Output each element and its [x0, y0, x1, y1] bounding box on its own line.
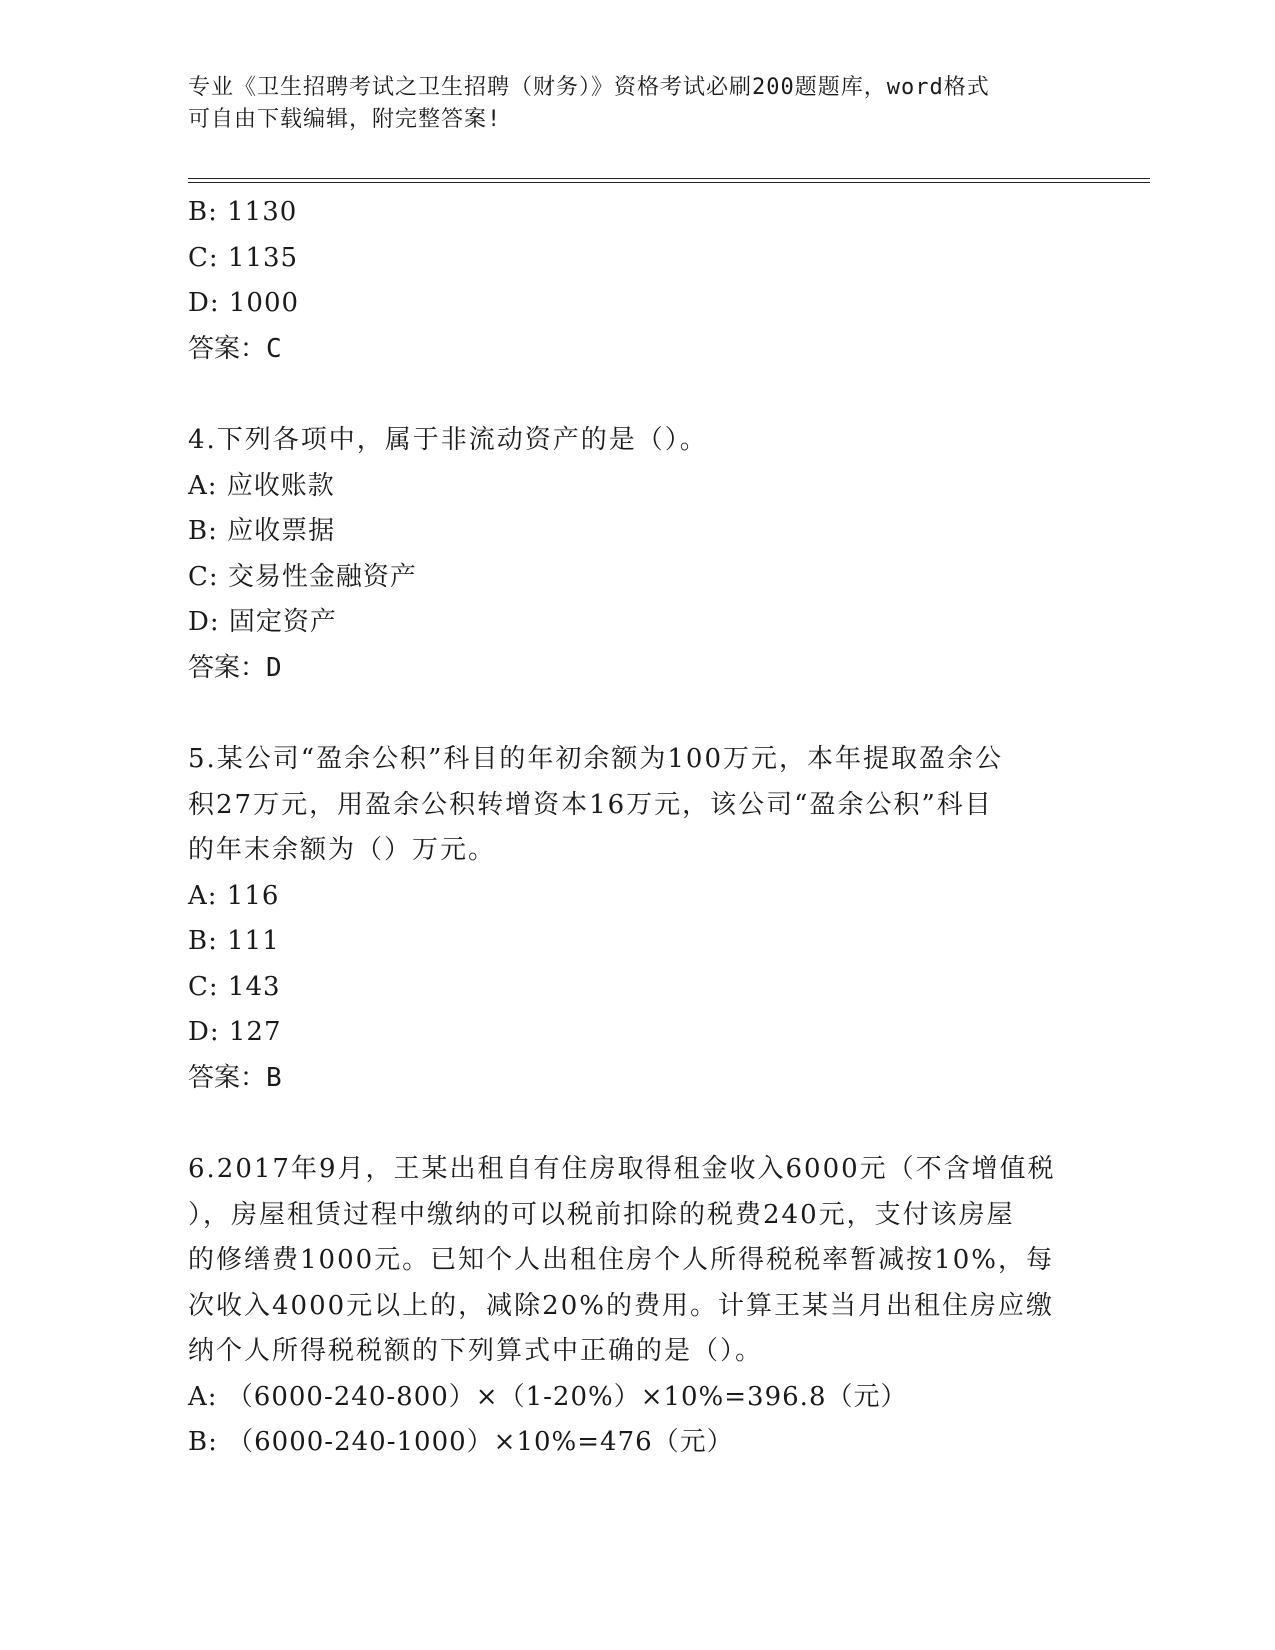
option-c: C: 143 — [188, 971, 281, 1002]
question-stem-line: 次收入4000元以上的，减除20%的费用。计算王某当月出租住房应缴 — [188, 1290, 1054, 1321]
option-c: C: 交易性金融资产 — [188, 561, 417, 592]
header-line-1: 专业《卫生招聘考试之卫生招聘（财务）》资格考试必刷200题题库，word格式 — [188, 75, 990, 100]
answer: 答案：C — [188, 333, 282, 364]
option-d: D: 127 — [188, 1017, 282, 1047]
header-divider-top — [188, 178, 1150, 179]
header-line-2: 可自由下载编辑，附完整答案! — [188, 107, 502, 132]
option-d: D: 固定资产 — [188, 607, 337, 637]
option-b: B: 应收票据 — [188, 516, 336, 546]
option-b: B: （6000-240-1000）×10%=476（元） — [188, 1427, 734, 1457]
question-stem-line: 的年末余额为（）万元。 — [188, 835, 497, 865]
option-c: C: 1135 — [188, 242, 299, 273]
option-d: D: 1000 — [188, 288, 300, 318]
option-b: B: 1130 — [188, 197, 298, 227]
option-a: A: （6000-240-800）×（1-20%）×10%=396.8（元） — [188, 1381, 908, 1412]
question-stem-line: 纳个人所得税税额的下列算式中正确的是（）。 — [188, 1336, 764, 1366]
question-stem-line: 5.某公司“盈余公积”科目的年初余额为100万元，本年提取盈余公 — [188, 744, 1004, 774]
option-a: A: 应收账款 — [188, 470, 335, 501]
option-a: A: 116 — [188, 880, 280, 911]
answer: 答案：B — [188, 1062, 282, 1093]
question-4 — [188, 418, 1088, 691]
question-stem-line: 的修缮费1000元。已知个人出租住房个人所得税税率暂减按10%，每 — [188, 1245, 1054, 1275]
question-stem-line: 6.2017年9月，王某出租自有住房取得租金收入6000元（不含增值税 — [188, 1154, 1056, 1184]
answer: 答案：D — [188, 652, 282, 683]
question-stem-line: ），房屋租赁过程中缴纳的可以税前扣除的税费240元，支付该房屋 — [188, 1199, 1015, 1230]
question-stem: 4.下列各项中，属于非流动资产的是（）。 — [188, 425, 708, 455]
document-header — [188, 72, 1088, 136]
question-stem-line: 积27万元，用盈余公积转增资本16万元，该公司“盈余公积”科目 — [188, 789, 993, 820]
question-6 — [188, 1147, 1088, 1466]
question-3 — [188, 190, 1088, 372]
option-b: B: 111 — [188, 926, 280, 956]
header-divider-bottom — [188, 182, 1150, 183]
question-content — [188, 190, 1088, 1466]
question-5 — [188, 737, 1088, 1101]
